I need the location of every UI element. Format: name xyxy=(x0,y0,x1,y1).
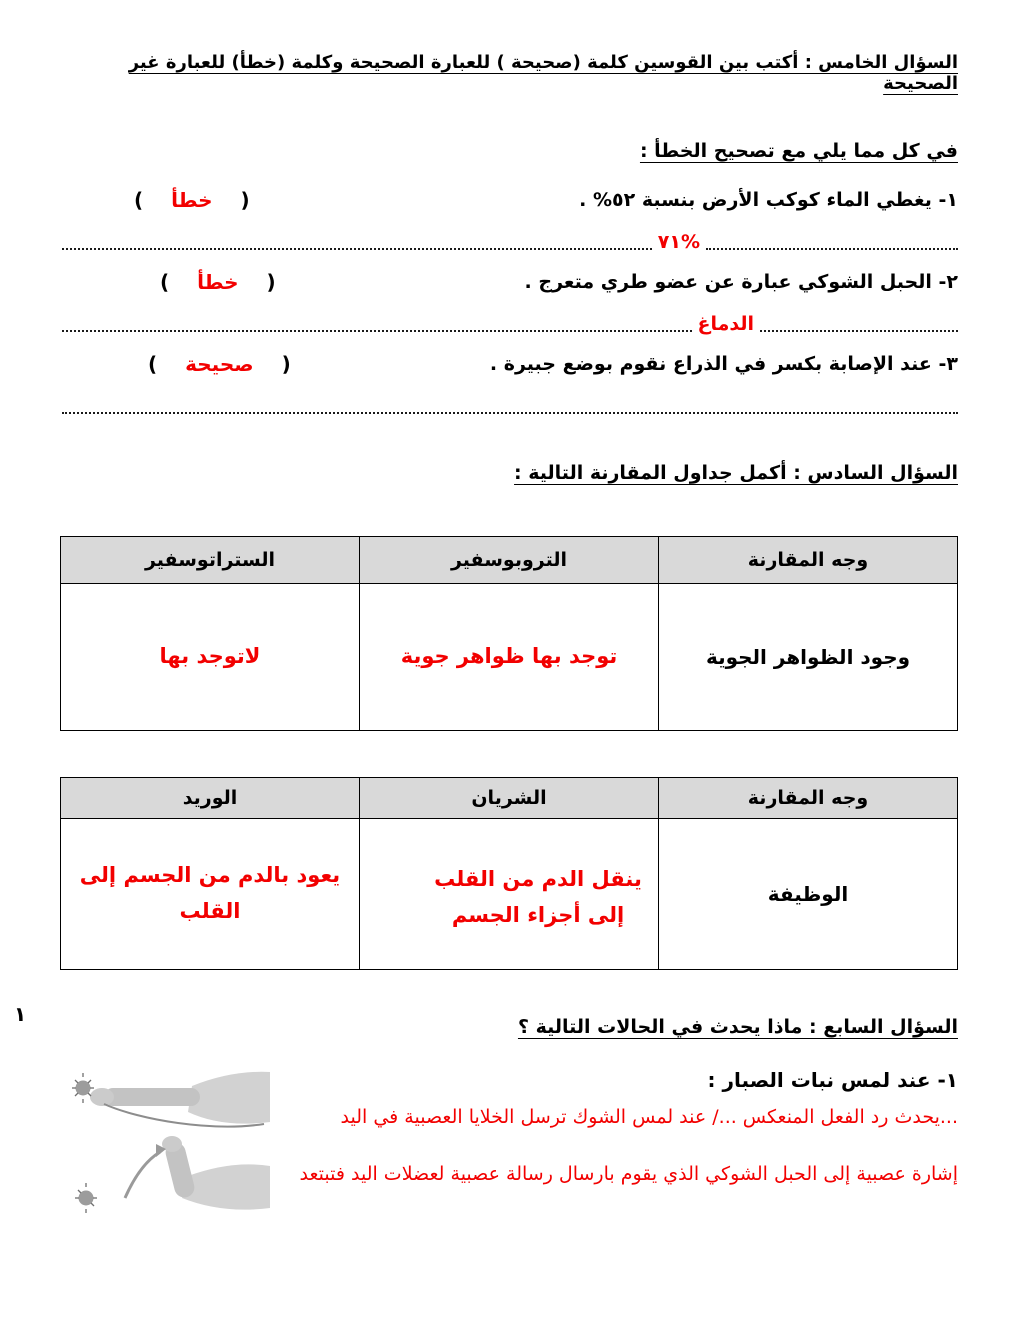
table-row xyxy=(61,584,958,731)
q5-item-1-correction-line xyxy=(62,226,958,253)
header-vein: الوريد xyxy=(61,778,360,819)
q7-answer-line-1: ...يحدث رد الفعل المنعكس .../ عند لمس الشوك ترسل الخلايا العصبية في اليد xyxy=(340,1106,958,1128)
question7-title: السؤال السابع : ماذا يحدث في الحالات التالية ؟ xyxy=(517,1016,958,1038)
cell-troposphere-answer: توجد بها ظواهر جوية xyxy=(360,584,659,731)
q5-item-2-correction-line xyxy=(62,308,958,335)
q5-item-1-text: ١- يغطي الماء كوكب الأرض بنسبة ٥٢% . xyxy=(579,189,958,211)
comparison-table-vessels xyxy=(60,777,958,970)
table-row xyxy=(61,819,958,970)
page-number: ١ xyxy=(14,1002,27,1026)
header-comparison-aspect: وجه المقارنة xyxy=(659,537,958,584)
close-paren: ) xyxy=(148,352,158,376)
dotted-line xyxy=(62,312,692,332)
dotted-line xyxy=(760,312,958,332)
open-paren: ( xyxy=(266,270,276,294)
open-paren: ( xyxy=(240,188,250,212)
open-paren: ( xyxy=(281,352,291,376)
dotted-line xyxy=(62,230,652,250)
q5-item-3-answer-word: صحيحة xyxy=(185,352,254,376)
header-artery: الشريان xyxy=(360,778,659,819)
dotted-line xyxy=(706,230,958,250)
q5-item-1 xyxy=(62,188,958,212)
header-troposphere: التروبوسفير xyxy=(360,537,659,584)
question5-subtitle: في كل مما يلي مع تصحيح الخطأ : xyxy=(639,140,958,162)
q5-item-3-text: ٣- عند الإصابة بكسر في الذراع نقوم بوضع جبيرة . xyxy=(489,353,958,375)
dotted-line xyxy=(62,394,958,414)
q5-item-1-answer-parentheses xyxy=(134,188,250,212)
cell-stratosphere-answer: لاتوجد بها xyxy=(61,584,360,731)
question7-section xyxy=(62,1016,958,1187)
cell-artery-answer: ينقل الدم من القلب إلى أجزاء الجسم xyxy=(360,819,659,970)
cell-function-label: الوظيفة xyxy=(659,819,958,970)
reflex-arm-flexed-image xyxy=(70,1134,274,1214)
q5-item-3-answer-parentheses xyxy=(148,352,291,376)
cell-vein-answer: يعود بالدم من الجسم إلى القلب xyxy=(61,819,360,970)
q7-answer-line-2: إشارة عصبية إلى الحبل الشوكي الذي يقوم بارسال رسالة عصبية لعضلات اليد فتبتعد xyxy=(299,1162,958,1185)
q5-item-2-answer-parentheses xyxy=(160,270,276,294)
cell-weather-phenomena-label: وجود الظواهر الجوية xyxy=(659,584,958,731)
q5-item-2-correction-text: الدماغ xyxy=(697,313,754,335)
q5-item-3-correction-line xyxy=(62,390,958,414)
reflex-figures xyxy=(62,1060,274,1214)
header-comparison-aspect: وجه المقارنة xyxy=(659,778,958,819)
table-header-row xyxy=(61,778,958,819)
close-paren: ) xyxy=(134,188,144,212)
comparison-table-atmosphere xyxy=(60,536,958,731)
close-paren: ) xyxy=(160,270,170,294)
q5-item-3 xyxy=(62,352,958,376)
q7-case-1: ١- عند لمس نبات الصبار : xyxy=(707,1068,958,1092)
q5-item-1-correction-text: %٧١ xyxy=(657,231,700,253)
q5-item-1-answer-word: خطأ xyxy=(171,188,213,212)
header-stratosphere: الستراتوسفير xyxy=(61,537,360,584)
q5-item-2 xyxy=(62,270,958,294)
reflex-arm-extended-image xyxy=(70,1060,274,1130)
question6-title: السؤال السادس : أكمل جداول المقارنة التالية : xyxy=(514,462,958,484)
table-header-row xyxy=(61,537,958,584)
q5-item-2-answer-word: خطأ xyxy=(197,270,239,294)
question5-title: السؤال الخامس : أكتب بين القوسين كلمة (صحيحة ) للعبارة الصحيحة وكلمة (خطأ) للعبارة غير الصحيحة xyxy=(128,52,958,94)
q5-item-2-text: ٢- الحبل الشوكي عبارة عن عضو طري متعرج . xyxy=(524,271,958,293)
